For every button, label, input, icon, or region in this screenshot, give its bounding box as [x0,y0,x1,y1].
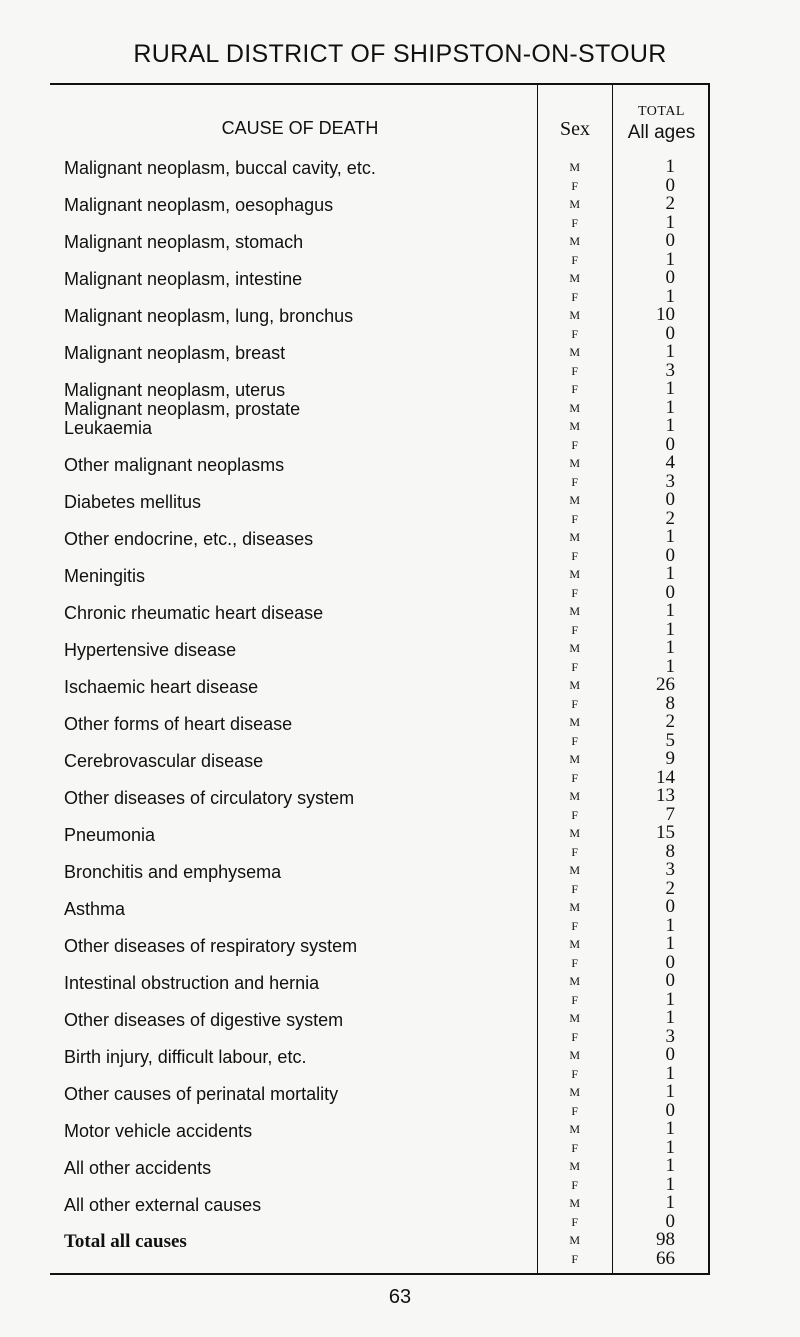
total-cell: 1 [665,637,675,658]
cause-label: Malignant neoplasm, uterus [64,380,286,400]
total-cell: 0 [665,1044,675,1065]
total-cell: 0 [665,581,675,603]
sex-cell: F [571,955,579,970]
total-cell: 0 [665,1210,675,1232]
total-cell: 1 [665,1155,675,1176]
sex-cell: M [569,1122,581,1136]
header-cause-of-death: CAUSE OF DEATH [221,118,379,138]
sex-cell: M [569,530,581,544]
sex-cell: F [571,1177,579,1192]
total-cell: 0 [665,489,675,510]
total-cell: 0 [665,174,675,196]
total-cell: 2 [665,193,675,214]
cause-label: Ischaemic heart disease [64,677,259,697]
cause-label: Other diseases of digestive system [64,1010,344,1030]
cause-label: Birth injury, difficult labour, etc. [64,1047,307,1067]
total-cell: 3 [665,1025,675,1047]
sex-cell: M [569,234,581,248]
sex-cell: F [571,437,579,452]
cause-label: Other malignant neoplasms [64,455,285,475]
total-cell: 8 [665,840,675,862]
sex-cell: F [571,1029,579,1044]
cause-label: Motor vehicle accidents [64,1121,253,1141]
sex-cell: M [569,419,581,433]
sex-cell: F [571,622,579,637]
cause-label: Malignant neoplasm, prostate [64,399,301,419]
cause-label: Malignant neoplasm, intestine [64,269,303,289]
total-cell: 1 [665,341,675,362]
cause-label: Hypertensive disease [64,640,237,660]
total-cell: 5 [665,729,675,751]
total-cell: 66 [656,1247,675,1269]
sex-cell: F [571,992,579,1007]
total-cell: 1 [665,1007,675,1028]
cause-label: Other diseases of respiratory system [64,936,358,956]
sex-cell: M [569,400,581,415]
sex-cell: M [569,493,581,507]
cause-label: Bronchitis and emphysema [64,862,282,882]
total-cell: 1 [665,1062,675,1084]
sex-cell: M [569,308,581,322]
total-cell: 9 [665,748,675,769]
cause-label: Cerebrovascular disease [64,751,264,771]
sex-cell: M [569,160,581,174]
total-cell: 1 [665,618,675,640]
sex-cell: M [569,197,581,211]
total-cell: 1 [665,1136,675,1158]
total-cell: 4 [665,452,675,473]
cause-label: Malignant neoplasm, lung, bronchus [64,306,354,326]
cause-label: Asthma [64,899,126,919]
sex-cell: M [569,604,581,618]
total-cell: 1 [665,600,675,621]
total-cell: 0 [665,433,675,455]
sex-cell: F [571,548,579,563]
total-cell: 1 [665,415,675,436]
sex-cell: F [571,326,579,341]
cause-label: Pneumonia [64,825,156,845]
sex-cell: M [569,1085,581,1099]
total-cell: 1 [665,563,675,584]
sex-cell: F [571,178,579,193]
sex-cell: M [569,1233,581,1247]
total-cell: 8 [665,692,675,714]
total-cell: 1 [665,156,675,177]
sex-cell: M [569,567,581,581]
page-number: 63 [388,1286,412,1308]
sex-cell: M [569,641,581,655]
total-cell: 1 [665,1118,675,1139]
cause-label: Leukaemia [64,418,153,438]
header-all-ages: All ages [627,122,696,143]
total-cell: 3 [665,470,675,492]
total-cell: 1 [665,1081,675,1102]
sex-cell: F [571,696,579,711]
sex-cell: F [571,807,579,822]
total-cell: 7 [665,803,675,825]
header-total: TOTAL [637,104,685,119]
total-cell: 3 [665,359,675,381]
total-cell: 98 [656,1229,675,1250]
total-cell: 1 [665,988,675,1010]
total-cell: 0 [665,1099,675,1121]
sex-cell: F [571,1066,579,1081]
total-cell: 1 [665,1192,675,1213]
total-cell: 1 [665,655,675,677]
sex-cell: M [569,900,581,914]
total-cell: 2 [665,711,675,732]
total-cell: 0 [665,896,675,917]
total-cell: 1 [665,248,675,270]
sex-cell: M [569,1196,581,1210]
total-cell: 10 [656,304,675,325]
cause-label: Other forms of heart disease [64,714,293,734]
cause-label: Other causes of perinatal mortality [64,1084,339,1104]
total-cell: 0 [665,230,675,251]
total-cell: 1 [665,211,675,233]
cause-label: Other endocrine, etc., diseases [64,529,314,549]
sex-cell: F [571,1103,579,1118]
total-cell: 0 [665,267,675,288]
cause-label: Meningitis [64,566,146,586]
total-cell: 0 [665,951,675,973]
cause-label: All other accidents [64,1158,212,1178]
sex-cell: M [569,456,581,470]
sex-cell: F [571,918,579,933]
sex-cell: F [571,1214,579,1229]
sex-cell: M [569,789,581,803]
cause-label-total: Total all causes [64,1231,187,1252]
sex-cell: F [571,382,579,396]
sex-cell: F [571,511,579,526]
sex-cell: M [569,1011,581,1025]
sex-cell: F [571,363,579,378]
total-cell: 14 [656,766,675,788]
cause-label: Malignant neoplasm, stomach [64,232,304,252]
total-cell: 1 [665,914,675,936]
sex-cell: F [571,474,579,489]
cause-label: Malignant neoplasm, breast [64,343,286,363]
sex-cell: M [569,715,581,729]
total-cell: 0 [665,544,675,566]
total-cell: 1 [665,285,675,307]
total-cell: 1 [665,378,675,399]
cause-label: Malignant neoplasm, buccal cavity, etc. [64,158,376,178]
sex-cell: M [569,1159,581,1173]
cause-label: Diabetes mellitus [64,492,202,512]
total-cell: 2 [665,877,675,899]
sex-cell: M [569,345,581,359]
header-sex: Sex [560,118,590,140]
sex-cell: F [571,289,579,304]
sex-cell: M [569,752,581,766]
cause-label: All other external causes [64,1195,262,1215]
total-cell: 1 [665,526,675,547]
sex-cell: F [571,881,579,896]
sex-cell: M [569,974,581,988]
sex-cell: M [569,271,581,285]
cause-label: Malignant neoplasm, oesophagus [64,195,334,215]
cause-label: Intestinal obstruction and hernia [64,973,320,993]
sex-cell: M [569,937,581,951]
sex-cell: F [571,844,579,859]
sex-cell: F [571,252,579,267]
total-cell: 1 [665,396,675,418]
total-cell: 15 [656,822,675,843]
sex-cell: F [571,770,579,785]
sex-cell: F [571,215,579,230]
total-cell: 0 [665,970,675,991]
cause-label: Other diseases of circulatory system [64,788,355,808]
sex-cell: F [571,1140,579,1155]
total-cell: 2 [665,507,675,529]
sex-cell: M [569,1048,581,1062]
total-cell: 3 [665,859,675,880]
total-cell: 1 [665,933,675,954]
column-divider-sex [537,83,538,1275]
total-cell: 13 [656,785,675,806]
total-cell: 0 [665,322,675,344]
sex-cell: F [571,1251,579,1266]
sex-cell: F [571,659,579,674]
sex-cell: M [569,863,581,877]
sex-cell: F [571,733,579,748]
page-title: RURAL DISTRICT OF SHIPSTON-ON-STOUR [133,40,667,68]
total-cell: 26 [656,674,675,695]
sex-cell: M [569,678,581,692]
sex-cell: M [569,826,581,840]
cause-label: Chronic rheumatic heart disease [64,603,324,623]
total-cell: 1 [665,1173,675,1195]
sex-cell: F [571,585,579,600]
